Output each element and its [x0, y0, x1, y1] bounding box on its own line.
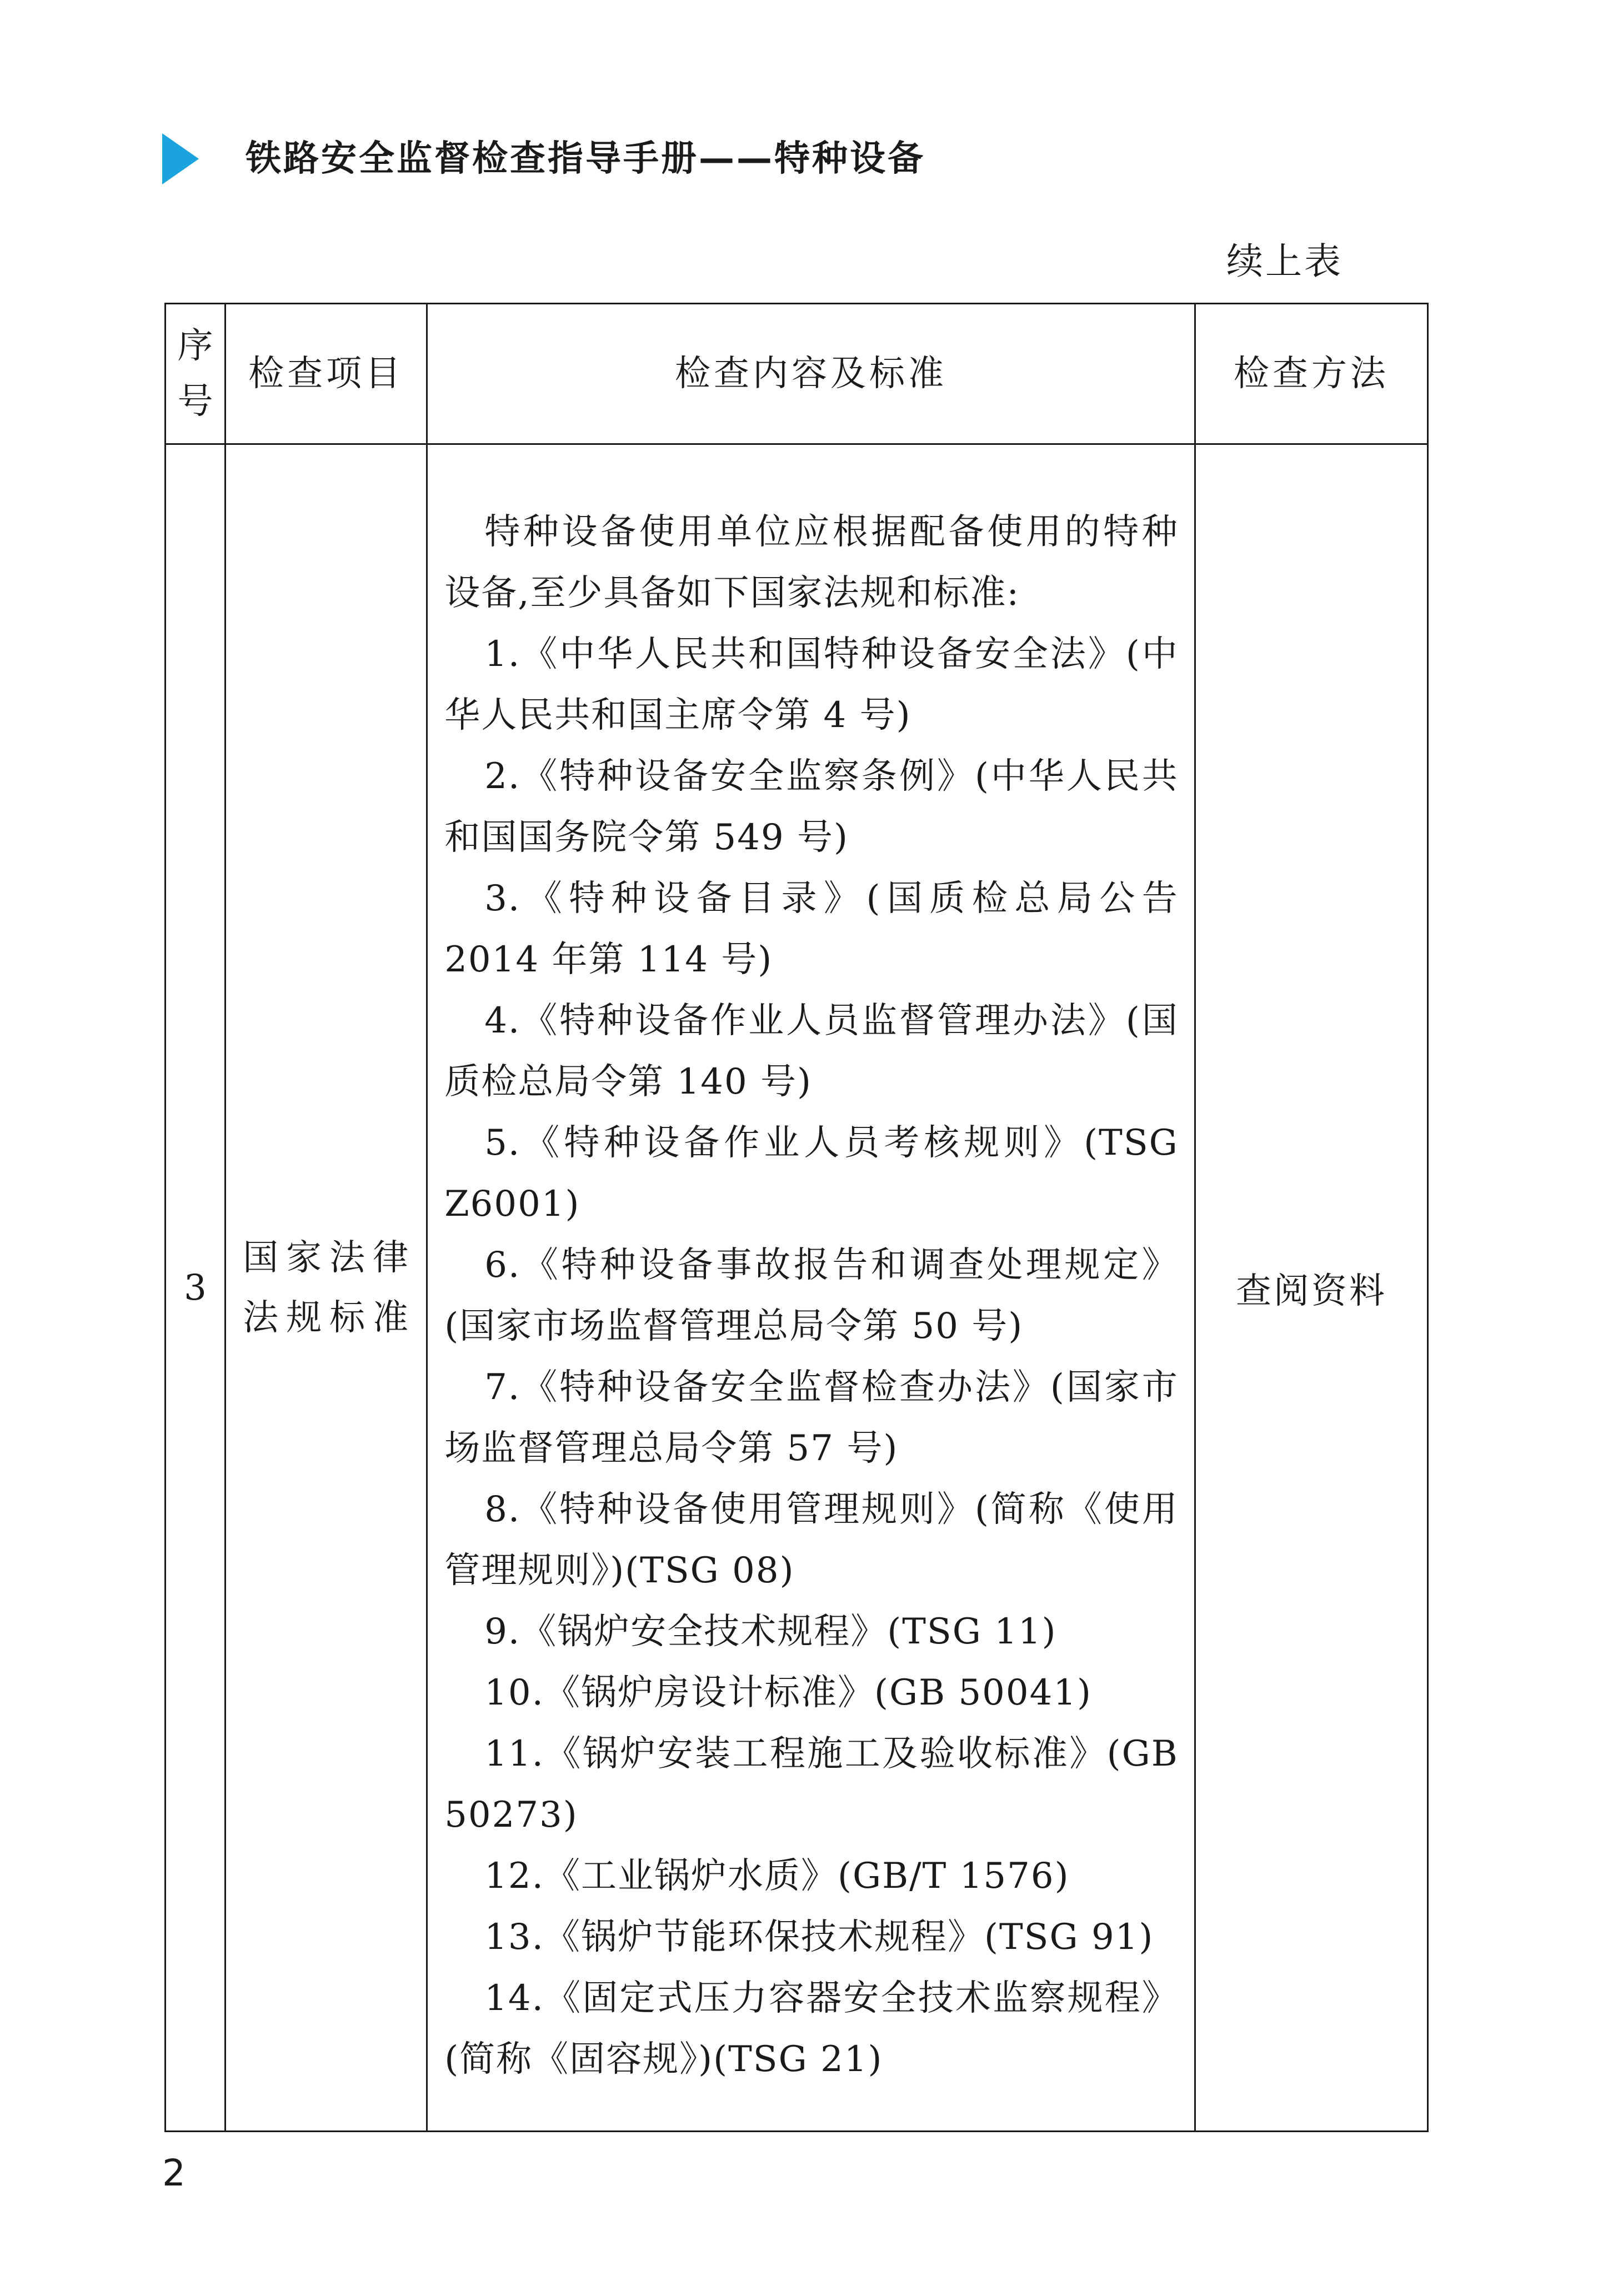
- header-item-label: 检查项目: [248, 353, 404, 394]
- row-content-cell: [427, 444, 1195, 2132]
- content-list-item: 14.《固定式压力容器安全技术监察规程》(简称《固容规》)(TSG 21): [444, 1978, 1179, 2080]
- content-list-item: 6.《特种设备事故报告和调查处理规定》(国家市场监督管理总局令第 50 号): [444, 1245, 1179, 1347]
- table-header-row: [166, 304, 1428, 444]
- content-list-item: 4.《特种设备作业人员监督管理办法》(国质检总局令第 140 号): [444, 1000, 1179, 1102]
- row-method-text: 查阅资料: [1235, 1270, 1387, 1312]
- header-content-label: 检查内容及标准: [675, 353, 947, 394]
- row-item-text: 国家法律法规标准: [243, 1237, 410, 1339]
- content-list-item: 2.《特种设备安全监察条例》(中华人民共和国国务院令第 549 号): [444, 756, 1179, 858]
- table-row: [166, 444, 1428, 2132]
- header-cell-item: [226, 304, 427, 444]
- content-list-item: 10.《锅炉房设计标准》(GB 50041): [484, 1672, 1093, 1713]
- content-intro-paragraph: 特种设备使用单位应根据配备使用的特种设备,至少具备如下国家法规和标准:: [444, 512, 1179, 614]
- content-list-item: 5.《特种设备作业人员考核规则》(TSG Z6001): [444, 1122, 1179, 1225]
- page-number: 2: [162, 2152, 186, 2194]
- row-method-cell: [1195, 444, 1427, 2132]
- header-triangle-marker-icon: [162, 133, 199, 184]
- header-no-label: 序号: [177, 325, 213, 422]
- content-list-item: 7.《特种设备安全监督检查办法》(国家市场监督管理总局令第 57 号): [444, 1367, 1179, 1469]
- content-list-item: 12.《工业锅炉水质》(GB/T 1576): [484, 1856, 1070, 1897]
- content-list-item: 1.《中华人民共和国特种设备安全法》(中华人民共和国主席令第 4 号): [444, 634, 1179, 736]
- content-list-item: 13.《锅炉节能环保技术规程》(TSG 91): [484, 1917, 1154, 1958]
- inspection-table: [164, 303, 1429, 2132]
- header-cell-content: [427, 304, 1195, 444]
- running-header-title: 铁路安全监督检查指导手册——特种设备: [246, 138, 925, 179]
- running-header: [162, 133, 1162, 189]
- row-content-body: [428, 445, 1194, 2090]
- row-no-cell: 3: [166, 444, 226, 2132]
- content-list-item: 3.《特种设备目录》(国质检总局公告 2014 年第 114 号): [444, 878, 1179, 980]
- header-method-label: 检查方法: [1233, 353, 1389, 394]
- content-list-item: 11.《锅炉安装工程施工及验收标准》(GB 50273): [444, 1733, 1179, 1836]
- content-list-item: 9.《锅炉安全技术规程》(TSG 11): [484, 1611, 1057, 1652]
- header-cell-no: [166, 304, 226, 444]
- content-list-item: 8.《特种设备使用管理规则》(简称《使用管理规则》)(TSG 08): [444, 1489, 1179, 1591]
- table-continued-note: 续上表: [1226, 240, 1343, 283]
- header-cell-method: [1195, 304, 1427, 444]
- row-item-cell: [226, 444, 427, 2132]
